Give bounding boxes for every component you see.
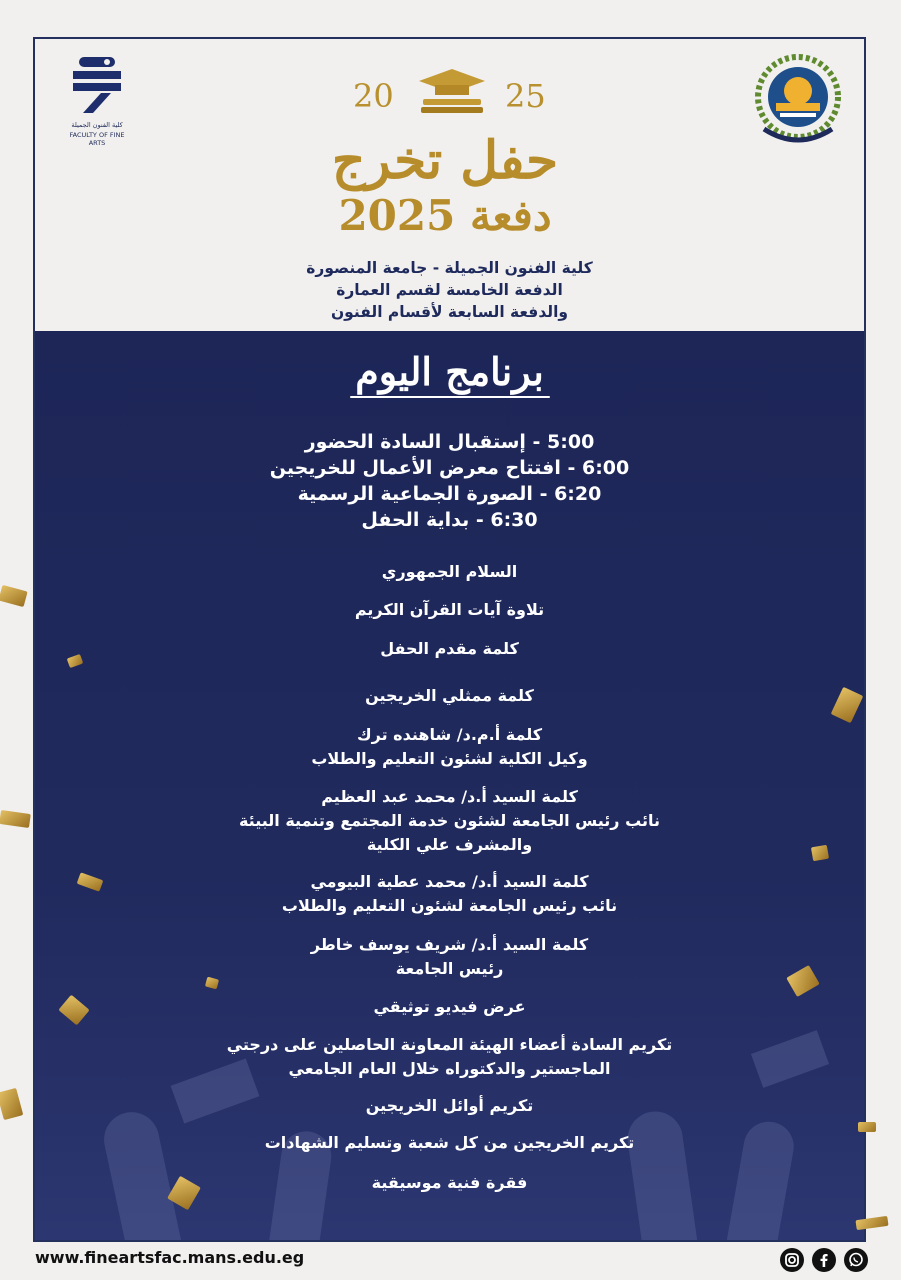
schedule-time: 5:00 xyxy=(547,431,595,453)
logo-caption-ar: كلية الفنون الجميلة xyxy=(71,121,123,129)
header xyxy=(35,39,864,331)
program-item xyxy=(35,1033,864,1081)
mansoura-university-logo xyxy=(750,51,846,155)
whatsapp-icon[interactable] xyxy=(844,1248,868,1272)
program-item-line: والمشرف علي الكلية xyxy=(366,835,533,854)
facebook-icon[interactable] xyxy=(812,1248,836,1272)
program-panel xyxy=(35,331,864,1240)
program-item xyxy=(35,723,864,771)
program-item xyxy=(35,785,864,857)
program-item-line: السلام الجمهوري xyxy=(381,562,518,581)
program-item xyxy=(35,637,864,661)
confetti xyxy=(0,585,28,607)
program-item xyxy=(35,933,864,981)
program-item-line: كلمة السيد أ.د/ شريف يوسف خاطر xyxy=(310,935,589,954)
website-link[interactable]: www.fineartsfac.mans.edu.eg xyxy=(35,1248,305,1267)
university-seal-icon xyxy=(750,51,846,155)
subtitle-line: كلية الفنون الجميلة - جامعة المنصورة xyxy=(306,259,593,277)
program-item-line: تكريم أوائل الخريجين xyxy=(365,1096,534,1115)
program-item-line: تكريم الخريجين من كل شعبة وتسليم الشهادات xyxy=(264,1133,635,1152)
schedule-row: 5:00 - إستقبال السادة الحضور xyxy=(304,431,595,453)
schedule-event: افتتاح معرض الأعمال للخريجين xyxy=(269,457,561,479)
program-item xyxy=(35,598,864,622)
program-item-line: كلمة مقدم الحفل xyxy=(380,639,519,658)
program-item-line: الماجستير والدكتوراه خلال العام الجامعي xyxy=(288,1059,611,1078)
schedule-event: الصورة الجماعية الرسمية xyxy=(297,483,533,505)
program-item-line: كلمة ممثلي الخريجين xyxy=(365,686,534,705)
confetti xyxy=(0,810,31,828)
program-item-line: وكيل الكلية لشئون التعليم والطلاب xyxy=(311,749,588,768)
confetti xyxy=(858,1122,876,1132)
subtitle-line: والدفعة السابعة لأقسام الفنون xyxy=(330,303,569,321)
program-item-line: فقرة فنية موسيقية xyxy=(371,1173,528,1192)
subtitle-line: الدفعة الخامسة لقسم العمارة xyxy=(336,281,563,299)
confetti xyxy=(811,845,829,862)
program-item-line: تكريم السادة أعضاء الهيئة المعاونة الحاصلين على درجتي xyxy=(226,1035,673,1054)
schedule-event: بداية الحفل xyxy=(361,509,470,531)
title-underline xyxy=(350,396,550,398)
program-item-line: نائب رئيس الجامعة لشئون التعليم والطلاب xyxy=(281,896,618,915)
program-item-line: نائب رئيس الجامعة لشئون خدمة المجتمع وتنمية البيئة xyxy=(238,811,661,830)
year-right: 25 xyxy=(505,77,546,115)
program-item-line: كلمة السيد أ.د/ محمد عبد العظيم xyxy=(321,787,578,806)
schedule xyxy=(35,429,864,533)
logo-caption-en: FACULTY OF FINE ARTS xyxy=(69,131,125,147)
program-item xyxy=(35,1171,864,1195)
program-item xyxy=(35,684,864,708)
graduation-cap-icon xyxy=(413,67,491,117)
program-item xyxy=(35,870,864,918)
instagram-icon[interactable] xyxy=(780,1248,804,1272)
subtitle xyxy=(185,257,714,323)
program-item-line: تلاوة آيات القرآن الكريم xyxy=(354,600,545,619)
schedule-time: 6:20 xyxy=(554,483,602,505)
program-item-line: كلمة السيد أ.د/ محمد عطية البيومي xyxy=(310,872,589,891)
program-item-line: رئيس الجامعة xyxy=(395,959,504,978)
schedule-event: إستقبال السادة الحضور xyxy=(304,431,526,453)
program-item xyxy=(35,995,864,1019)
ceremony-title: حفل تخرج xyxy=(331,130,559,191)
program-item xyxy=(35,560,864,584)
program-item xyxy=(35,1131,864,1155)
schedule-row: 6:30 - بداية الحفل xyxy=(361,509,538,531)
program-item-line: كلمة أ.م.د/ شاهنده ترك xyxy=(356,725,543,744)
year-mark xyxy=(335,69,565,119)
class-title: دفعة 2025 xyxy=(338,191,552,240)
fine-arts-mark-icon xyxy=(71,53,123,115)
program-title xyxy=(35,349,864,398)
program-title-text: برنامج اليوم xyxy=(355,349,544,394)
schedule-row: 6:00 - افتتاح معرض الأعمال للخريجين xyxy=(269,457,630,479)
confetti xyxy=(0,1088,23,1120)
program-item-line: عرض فيديو توثيقي xyxy=(373,997,526,1016)
schedule-time: 6:30 xyxy=(490,509,538,531)
schedule-row: 6:20 - الصورة الجماعية الرسمية xyxy=(297,483,602,505)
fine-arts-logo xyxy=(67,53,127,147)
schedule-time: 6:00 xyxy=(581,457,630,479)
year-left: 20 xyxy=(353,77,394,115)
program-item xyxy=(35,1094,864,1118)
